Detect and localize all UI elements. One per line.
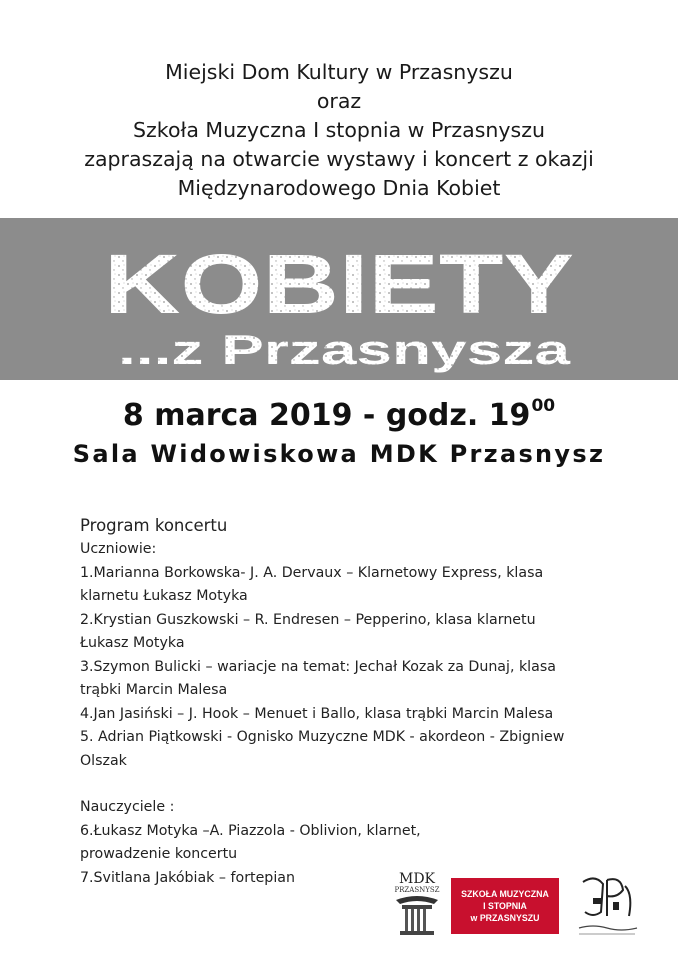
teachers-label: Nauczyciele :: [80, 799, 175, 815]
pracownia-logo: [573, 872, 643, 942]
program-item: trąbki Marcin Malesa: [80, 682, 228, 698]
program-item: 4.Jan Jasiński – J. Hook – Menuet i Ballo, klasa trąbki Marcin Malesa: [80, 705, 554, 722]
program-item: Łukasz Motyka: [80, 635, 185, 651]
program-item: prowadzenie koncertu: [80, 846, 238, 862]
program-item: 1.Marianna Borkowska- J. A. Dervaux – Klarnetowy Express, klasa: [80, 564, 544, 581]
header-line-school: Szkoła Muzyczna I stopnia w Przasnyszu: [133, 118, 545, 142]
program-item: 2.Krystian Guszkowski – R. Endresen – Pepperino, klasa klarnetu: [80, 611, 536, 628]
mdk-column-icon: [388, 894, 446, 938]
title-banner: [0, 218, 678, 380]
program-item: 6.Łukasz Motyka –A. Piazzola - Oblivion, klarnet,: [80, 822, 421, 839]
program-title: Program koncertu: [80, 516, 228, 535]
school-logo-line: w PRZASNYSZU: [470, 913, 540, 923]
mdk-logo-subtitle: PRZASNYSZ: [394, 886, 440, 894]
program-item: klarnetu Łukasz Motyka: [80, 588, 248, 604]
event-venue: Sala Widowiskowa MDK Przasnysz: [72, 440, 606, 468]
invitation-header: [0, 58, 678, 203]
concert-program: [80, 514, 640, 890]
event-date-time: [0, 398, 678, 433]
program-item: 3.Szymon Bulicki – wariacje na temat: Jechał Kozak za Dunaj, klasa: [80, 658, 556, 675]
program-item: 5. Adrian Piątkowski - Ognisko Muzyczne MDK - akordeon - Zbigniew: [80, 729, 565, 745]
event-date: 8 marca 2019 - godz. 19: [122, 398, 531, 433]
sponsor-logos: [388, 872, 648, 942]
mdk-logo: [388, 872, 446, 938]
banner-subtitle: ...z Przasnysza: [118, 326, 571, 373]
pracownia-logo-drawing: [573, 872, 643, 942]
mdk-logo-title: MDK: [398, 871, 436, 887]
program-item: Olszak: [80, 752, 127, 769]
header-line-occasion: Międzynarodowego Dnia Kobiet: [177, 176, 501, 200]
event-minutes: 00: [531, 396, 556, 416]
header-line-conjunction: oraz: [316, 89, 362, 113]
school-logo-line: I STOPNIA: [483, 901, 527, 911]
header-line-invitation: zapraszają na otwarcie wystawy i koncert z okazji: [84, 147, 594, 171]
program-item: 7.Svitlana Jakóbiak – fortepian: [80, 869, 295, 886]
banner-graphic: [0, 218, 678, 380]
school-logo-line: SZKOŁA MUZYCZNA: [461, 889, 549, 899]
music-school-logo: [451, 878, 559, 934]
banner-title: KOBIETY: [104, 237, 574, 331]
section-spacer: [80, 773, 640, 796]
students-label: Uczniowie:: [80, 541, 157, 557]
header-line-organizer: Miejski Dom Kultury w Przasnyszu: [165, 60, 513, 84]
